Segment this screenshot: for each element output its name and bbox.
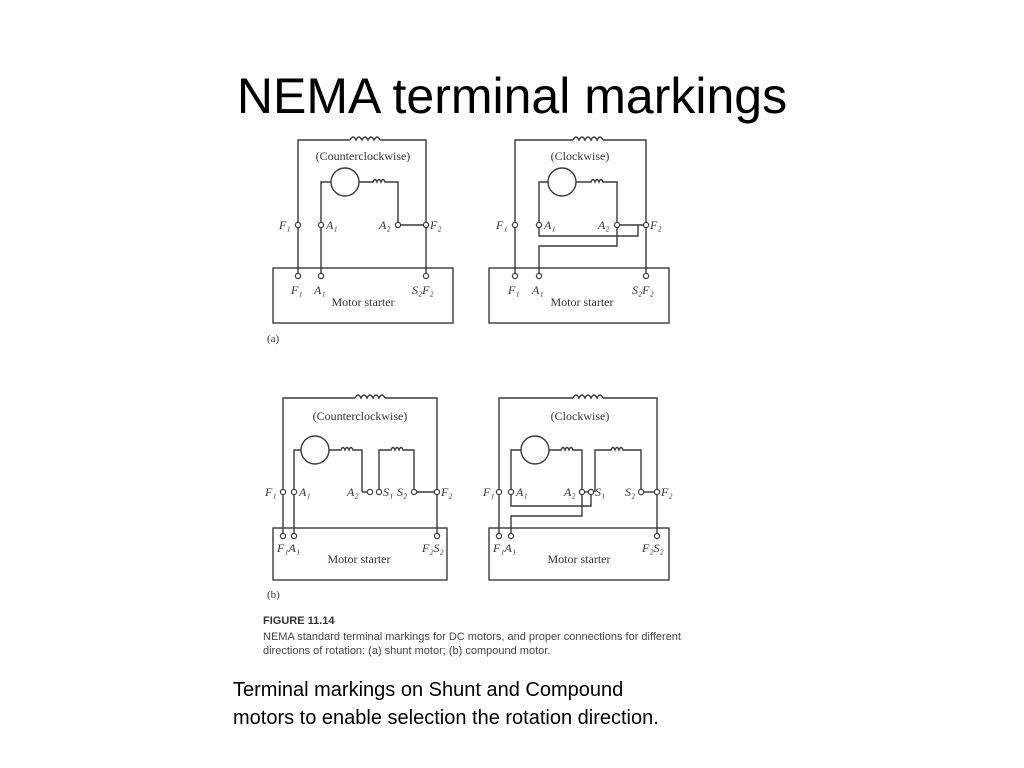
direction-label-ccw: (Counterclockwise): [312, 409, 408, 423]
terminal-s2-label: S₂: [397, 485, 408, 499]
starter-f1-label: F₁: [508, 283, 520, 297]
starter-f1a1-label: F₁A₁: [277, 541, 301, 555]
starter-s2f2-label: S₂F₂: [632, 283, 654, 297]
diagram-b-ccw: [264, 395, 453, 580]
slide-caption-line: Terminal markings on Shunt and Compound: [233, 679, 624, 701]
starter-s2f2-label: S₂F₂: [412, 283, 434, 297]
terminal-a1-label: A₁: [516, 485, 528, 499]
terminal-f2-label: F₂: [661, 485, 673, 499]
direction-label-ccw: (Counterclockwise): [315, 149, 411, 163]
slide-caption: [233, 676, 793, 732]
direction-label-cw: (Clockwise): [550, 149, 610, 163]
starter-a1-label: A₁: [314, 283, 326, 297]
figure-caption-line2: directions of rotation: (a) shunt motor; (b) compound motor.: [263, 645, 551, 657]
terminal-f1-label: F₁: [496, 218, 508, 232]
part-b-label: (b): [267, 589, 280, 601]
terminal-f2-label: F₂: [650, 218, 662, 232]
diagram-b-cw: [482, 395, 673, 580]
starter-a1-label: A₁: [532, 283, 544, 297]
terminal-a1-label: A₁: [544, 218, 556, 232]
page-title: NEMA terminal markings: [236, 68, 788, 124]
terminal-f2-label: F₂: [430, 218, 442, 232]
starter-f1a1-label: F₁A₁: [493, 541, 517, 555]
terminal-a2-label: A₂: [598, 218, 610, 232]
figure-caption-title: FIGURE 11.14: [263, 615, 335, 627]
starter-f2s2-label: F₂S₂: [642, 541, 664, 555]
armature-icon: [331, 168, 359, 196]
starter-f1-label: F₁: [291, 283, 303, 297]
terminal-s1-label: S₁: [383, 485, 394, 499]
part-a-label: (a): [267, 333, 280, 345]
terminal-a1-label: A₁: [299, 485, 311, 499]
terminal-f1-label: F₁: [483, 485, 495, 499]
diagram-a-ccw: [273, 137, 453, 323]
terminal-s2-label: S₂: [625, 485, 636, 499]
motor-starter-label: Motor starter: [547, 552, 611, 566]
terminal-f1-label: F₁: [279, 218, 291, 232]
starter-f2s2-label: F₂S₂: [422, 541, 444, 555]
direction-label-cw: (Clockwise): [550, 409, 610, 423]
armature-icon: [521, 436, 549, 464]
terminal-a2-label: A₂: [564, 485, 576, 499]
slide-caption-line: motors to enable selection the rotation direction.: [233, 707, 659, 729]
motor-starter-label: Motor starter: [327, 552, 391, 566]
motor-starter-label: Motor starter: [550, 295, 614, 309]
terminal-a1-label: A₁: [326, 218, 338, 232]
figure-caption-line1: NEMA standard terminal markings for DC motors, and proper connections for different: [263, 631, 681, 643]
terminal-a2-label: A₂: [347, 485, 359, 499]
armature-icon: [548, 168, 576, 196]
terminal-f1-label: F₁: [265, 485, 277, 499]
motor-starter-label: Motor starter: [331, 295, 395, 309]
figure-11-14: [255, 128, 775, 668]
diagram-a-cw: [489, 137, 669, 323]
terminal-a2-label: A₂: [379, 218, 391, 232]
terminal-f2-label: F₂: [441, 485, 453, 499]
terminal-s1-label: S₁: [595, 485, 606, 499]
armature-icon: [301, 436, 329, 464]
